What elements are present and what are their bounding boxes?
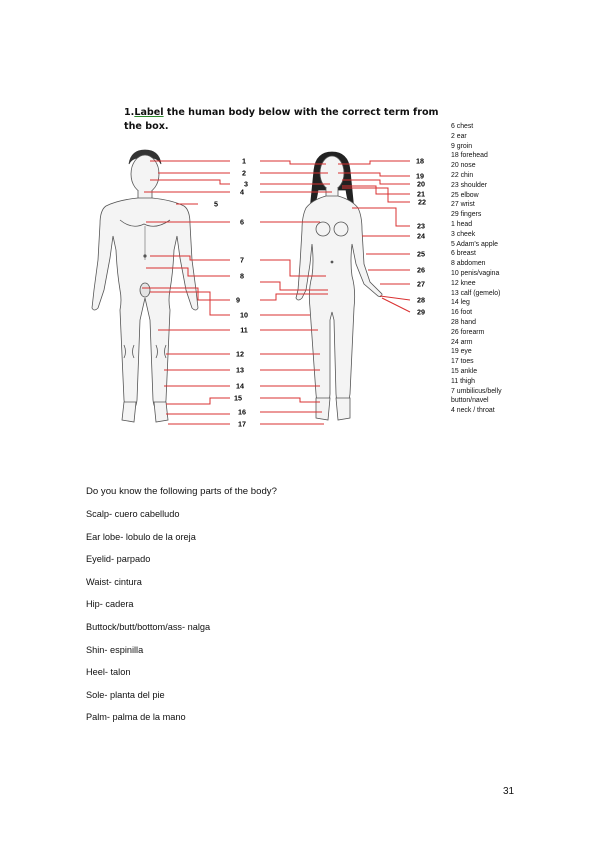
word-box-item: 22 chin [451, 171, 474, 179]
male-number-label: 3 [244, 179, 248, 189]
exercise-title [124, 106, 444, 134]
word-box-item: 28 hand [451, 318, 476, 326]
word-box-item: 7 umbilicus/belly [451, 387, 502, 395]
vocabulary-item: Eyelid- parpado [86, 554, 151, 565]
word-box-item: 13 calf (gemelo) [451, 289, 501, 297]
male-number-label: 9 [236, 295, 240, 305]
word-box-item: 5 Adam's apple [451, 240, 498, 248]
word-box-item: 19 eye [451, 348, 472, 356]
word-box-item: 1 head [451, 220, 473, 228]
exercise-title-rest: the human body below with the correct term from the box. [124, 107, 439, 132]
vocabulary-list [86, 508, 210, 734]
female-number-label: 20 [417, 179, 425, 189]
word-box-item: 18 forehead [451, 152, 488, 160]
female-number-label: 28 [417, 295, 425, 305]
vocabulary-item: Scalp- cuero cabelludo [86, 509, 180, 519]
body-diagram [80, 140, 450, 440]
word-box-item: 25 elbow [451, 191, 479, 199]
vocabulary-item: Heel- talon [86, 667, 131, 678]
female-number-labels [416, 157, 426, 317]
word-box-item: 14 leg [451, 299, 470, 307]
exercise-label-word: Label [134, 107, 164, 118]
male-number-label: 15 [234, 393, 242, 403]
female-number-label: 27 [417, 279, 425, 289]
female-number-label: 26 [417, 265, 425, 275]
word-box-item: 8 abdomen [451, 260, 486, 268]
word-box-item: 6 chest [451, 123, 474, 130]
word-box-item: 10 penis/vagina [451, 269, 500, 277]
female-number-label: 18 [416, 156, 424, 166]
vocabulary-item: Ear lobe- lobulo de la oreja [86, 531, 196, 542]
word-box-item: 3 cheek [451, 230, 476, 238]
leader-lines [142, 161, 410, 424]
male-number-label: 14 [236, 381, 244, 391]
vocabulary-question: Do you know the following parts of the body? [86, 486, 277, 497]
word-box-item: 27 wrist [451, 201, 475, 209]
word-box-item: 16 foot [451, 309, 473, 317]
exercise-number: 1. [124, 107, 135, 118]
female-number-label: 19 [416, 171, 424, 181]
word-box-item: 12 knee [451, 279, 476, 287]
vocabulary-item: Palm- palma de la mano [86, 712, 186, 723]
male-number-label: 5 [214, 199, 218, 209]
word-box-item: button/navel [451, 397, 489, 405]
word-box-item: 11 thigh [451, 377, 476, 385]
male-number-label: 2 [242, 168, 246, 178]
word-box-item: 6 breast [451, 250, 476, 258]
male-number-label: 16 [238, 407, 246, 417]
vocabulary-item: Waist- cintura [86, 576, 142, 587]
word-box-item: 23 shoulder [451, 181, 488, 189]
female-number-label: 23 [417, 221, 425, 231]
vocabulary-item: Shin- espinilla [86, 644, 144, 655]
male-number-label: 10 [240, 310, 248, 320]
male-number-label: 1 [242, 156, 246, 166]
word-box [451, 122, 561, 416]
male-number-label: 17 [238, 419, 246, 429]
male-number-label: 8 [240, 271, 244, 281]
male-figure [92, 150, 198, 422]
word-box-item: 9 groin [451, 142, 473, 150]
vocabulary-item: Sole- planta del pie [86, 689, 165, 700]
male-number-label: 12 [236, 349, 244, 359]
male-number-label: 6 [240, 217, 244, 227]
vocabulary-item: Buttock/butt/bottom/ass- nalga [86, 621, 211, 632]
word-box-item: 4 neck / throat [451, 407, 495, 415]
word-box-item: 15 ankle [451, 367, 478, 375]
word-box-item: 2 ear [451, 132, 467, 140]
word-box-item: 26 forearm [451, 328, 485, 336]
word-box-item: 24 arm [451, 338, 473, 346]
word-box-item: 17 toes [451, 358, 474, 366]
female-number-label: 29 [417, 307, 425, 317]
male-number-label: 4 [240, 187, 244, 197]
male-number-label: 11 [240, 325, 248, 335]
female-number-label: 25 [417, 249, 425, 259]
female-number-label: 22 [418, 197, 426, 207]
word-box-item: 20 nose [451, 162, 476, 170]
page-number: 31 [503, 786, 515, 797]
male-number-labels [214, 157, 248, 429]
word-box-item: 29 fingers [451, 211, 482, 219]
female-number-label: 24 [417, 231, 425, 241]
female-number-label: 21 [417, 189, 425, 199]
vocabulary-item: Hip- cadera [86, 599, 134, 610]
male-number-label: 7 [240, 255, 244, 265]
male-number-label: 13 [236, 365, 244, 375]
